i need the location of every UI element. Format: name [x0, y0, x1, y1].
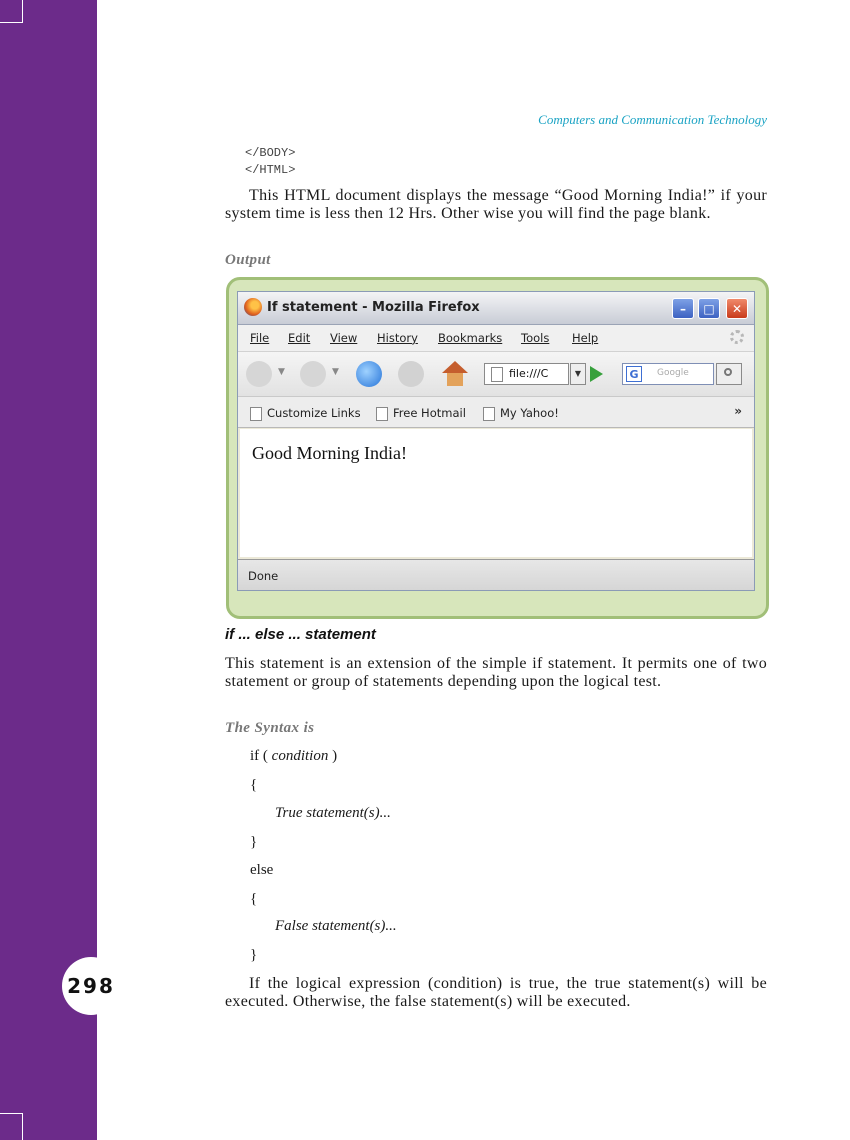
syntax-else-line: else — [250, 862, 274, 878]
browser-window — [237, 291, 755, 591]
syntax-condition: condition — [271, 748, 329, 764]
address-text: file:///C — [509, 367, 549, 380]
code-line: </HTML> — [245, 163, 296, 177]
search-input[interactable] — [622, 363, 714, 385]
syntax-open-brace: { — [250, 777, 258, 793]
syntax-if-line: if ( condition ) — [250, 748, 338, 764]
menu-edit[interactable]: Edit — [288, 331, 311, 345]
search-placeholder: Google — [657, 368, 689, 378]
back-dropdown-icon[interactable]: ▼ — [278, 367, 285, 377]
back-arrow-icon[interactable] — [246, 361, 272, 387]
go-arrow-icon[interactable] — [590, 366, 603, 382]
syntax-true-statement: True statement(s)... — [275, 805, 391, 821]
code-line: </BODY> — [245, 146, 296, 160]
forward-arrow-icon[interactable] — [300, 361, 326, 387]
paragraph-conclusion — [225, 975, 767, 1011]
window-title: If statement - Mozilla Firefox — [267, 300, 480, 315]
maximize-button[interactable]: □ — [698, 298, 720, 319]
magnifier-icon — [724, 368, 732, 376]
page-content-text: Good Morning India! — [252, 443, 407, 463]
minimize-button[interactable]: – — [672, 298, 694, 319]
running-header: Computers and Communication Technology — [538, 112, 767, 127]
page-content-area — [240, 429, 752, 557]
page-icon — [376, 407, 388, 421]
address-bar[interactable] — [484, 363, 569, 385]
section-heading: if ... else ... statement — [225, 626, 376, 643]
reload-icon[interactable] — [356, 361, 382, 387]
crop-mark-top — [0, 0, 23, 23]
paragraph-text: If the logical expression (condition) is true, the true statement(s) will be executed. Otherwise, the false statement(s) will be executed. — [225, 975, 767, 1010]
throbber-icon — [730, 330, 744, 344]
forward-dropdown-icon[interactable]: ▼ — [332, 367, 339, 377]
menu-bookmarks[interactable]: Bookmarks — [438, 331, 503, 345]
paragraph-text: This HTML document displays the message “Good Morning India!” if your system time is less then 12 Hrs. Other wise you will find the page blank. — [225, 187, 767, 222]
paragraph-intro — [225, 187, 767, 223]
menu-view[interactable]: View — [330, 331, 358, 345]
home-icon[interactable] — [442, 361, 468, 387]
navigation-toolbar — [238, 352, 754, 397]
menu-file[interactable]: File — [250, 331, 270, 345]
syntax-close-brace: } — [250, 834, 258, 850]
close-button[interactable]: ✕ — [726, 298, 748, 319]
menu-history[interactable]: History — [377, 331, 418, 345]
bookmark-my-yahoo[interactable]: My Yahoo! — [483, 406, 559, 421]
syntax-false-statement: False statement(s)... — [275, 918, 397, 934]
syntax-label: The Syntax is — [225, 720, 315, 736]
status-text: Done — [248, 569, 279, 583]
crop-mark-bottom — [0, 1113, 23, 1140]
title-bar — [238, 292, 754, 325]
status-bar — [238, 559, 754, 590]
bookmarks-overflow-chevron-icon[interactable]: » — [734, 404, 742, 418]
syntax-close-brace: } — [250, 947, 258, 963]
page-icon — [483, 407, 495, 421]
output-label: Output — [225, 252, 271, 268]
paragraph-description: This statement is an extension of the simple if statement. It permits one of two statement or group of statements depending upon the logical test. — [225, 655, 767, 690]
bookmark-free-hotmail[interactable]: Free Hotmail — [376, 406, 466, 421]
syntax-open-brace: { — [250, 891, 258, 907]
address-dropdown-icon[interactable]: ▼ — [570, 363, 586, 385]
firefox-logo-icon — [244, 298, 262, 316]
menu-help[interactable]: Help — [572, 331, 599, 345]
stop-icon[interactable] — [398, 361, 424, 387]
page-number: 298 — [62, 957, 120, 1015]
page-icon — [250, 407, 262, 421]
google-search-engine-icon[interactable]: G — [626, 366, 642, 382]
page-icon — [491, 367, 503, 382]
menu-tools[interactable]: Tools — [521, 331, 550, 345]
bookmarks-toolbar — [238, 397, 754, 428]
bookmark-customize-links[interactable]: Customize Links — [250, 406, 361, 421]
menu-bar — [238, 325, 754, 352]
search-button[interactable] — [716, 363, 742, 385]
